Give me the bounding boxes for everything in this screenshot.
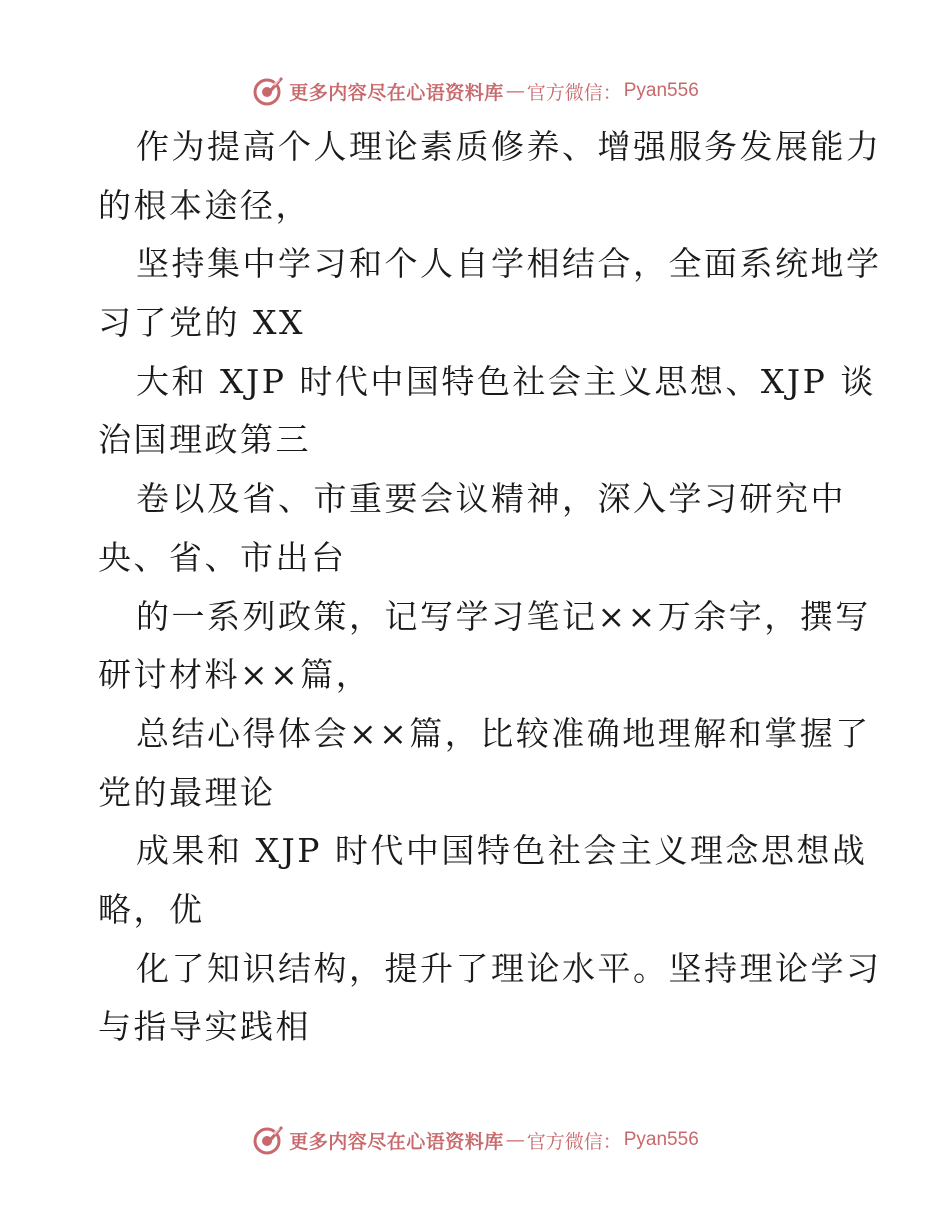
quill-pen-circle-icon [251, 74, 285, 108]
body-line: 略，优 [98, 889, 205, 929]
body-line: 治国理政第三 [98, 420, 311, 460]
footer-watermark [0, 1120, 950, 1160]
body-line: 研讨材料××篇， [98, 655, 372, 695]
watermark-wechat-id: Pyan556 [623, 1129, 699, 1150]
body-line: 与指导实践相 [98, 1007, 311, 1047]
watermark-dash: — [505, 1129, 525, 1151]
quill-pen-circle-icon [251, 1123, 285, 1157]
body-line: 的根本途径， [98, 185, 311, 225]
body-line: 大和 XJP 时代中国特色社会主义思想、XJP 谈 [136, 361, 876, 401]
header-watermark [0, 71, 950, 111]
watermark-label: 官方微信： [526, 1130, 622, 1153]
body-line: 卷以及省、市重要会议精神，深入学习研究中 [136, 479, 846, 519]
document-body [98, 118, 882, 1057]
watermark-text: 更多内容尽在心语资料库 [289, 81, 504, 104]
watermark-text: 更多内容尽在心语资料库 [289, 1130, 504, 1153]
body-line: 习了党的 XX [98, 303, 305, 343]
body-line: 总结心得体会××篇，比较准确地理解和掌握了 [136, 713, 871, 753]
body-line: 成果和 XJP 时代中国特色社会主义理念思想战 [136, 831, 868, 871]
body-line: 坚持集中学习和个人自学相结合，全面系统地学 [136, 244, 882, 284]
watermark-dash: — [505, 80, 525, 102]
body-line: 党的最理论 [98, 772, 276, 812]
body-line: 的一系列政策，记写学习笔记××万余字，撰写 [136, 596, 871, 636]
watermark-label: 官方微信： [526, 81, 622, 104]
watermark-wechat-id: Pyan556 [623, 80, 699, 101]
body-line: 化了知识结构，提升了理论水平。坚持理论学习 [136, 948, 882, 988]
body-line: 作为提高个人理论素质修养、增强服务发展能力 [136, 127, 882, 166]
body-line: 央、省、市出台 [98, 537, 347, 577]
